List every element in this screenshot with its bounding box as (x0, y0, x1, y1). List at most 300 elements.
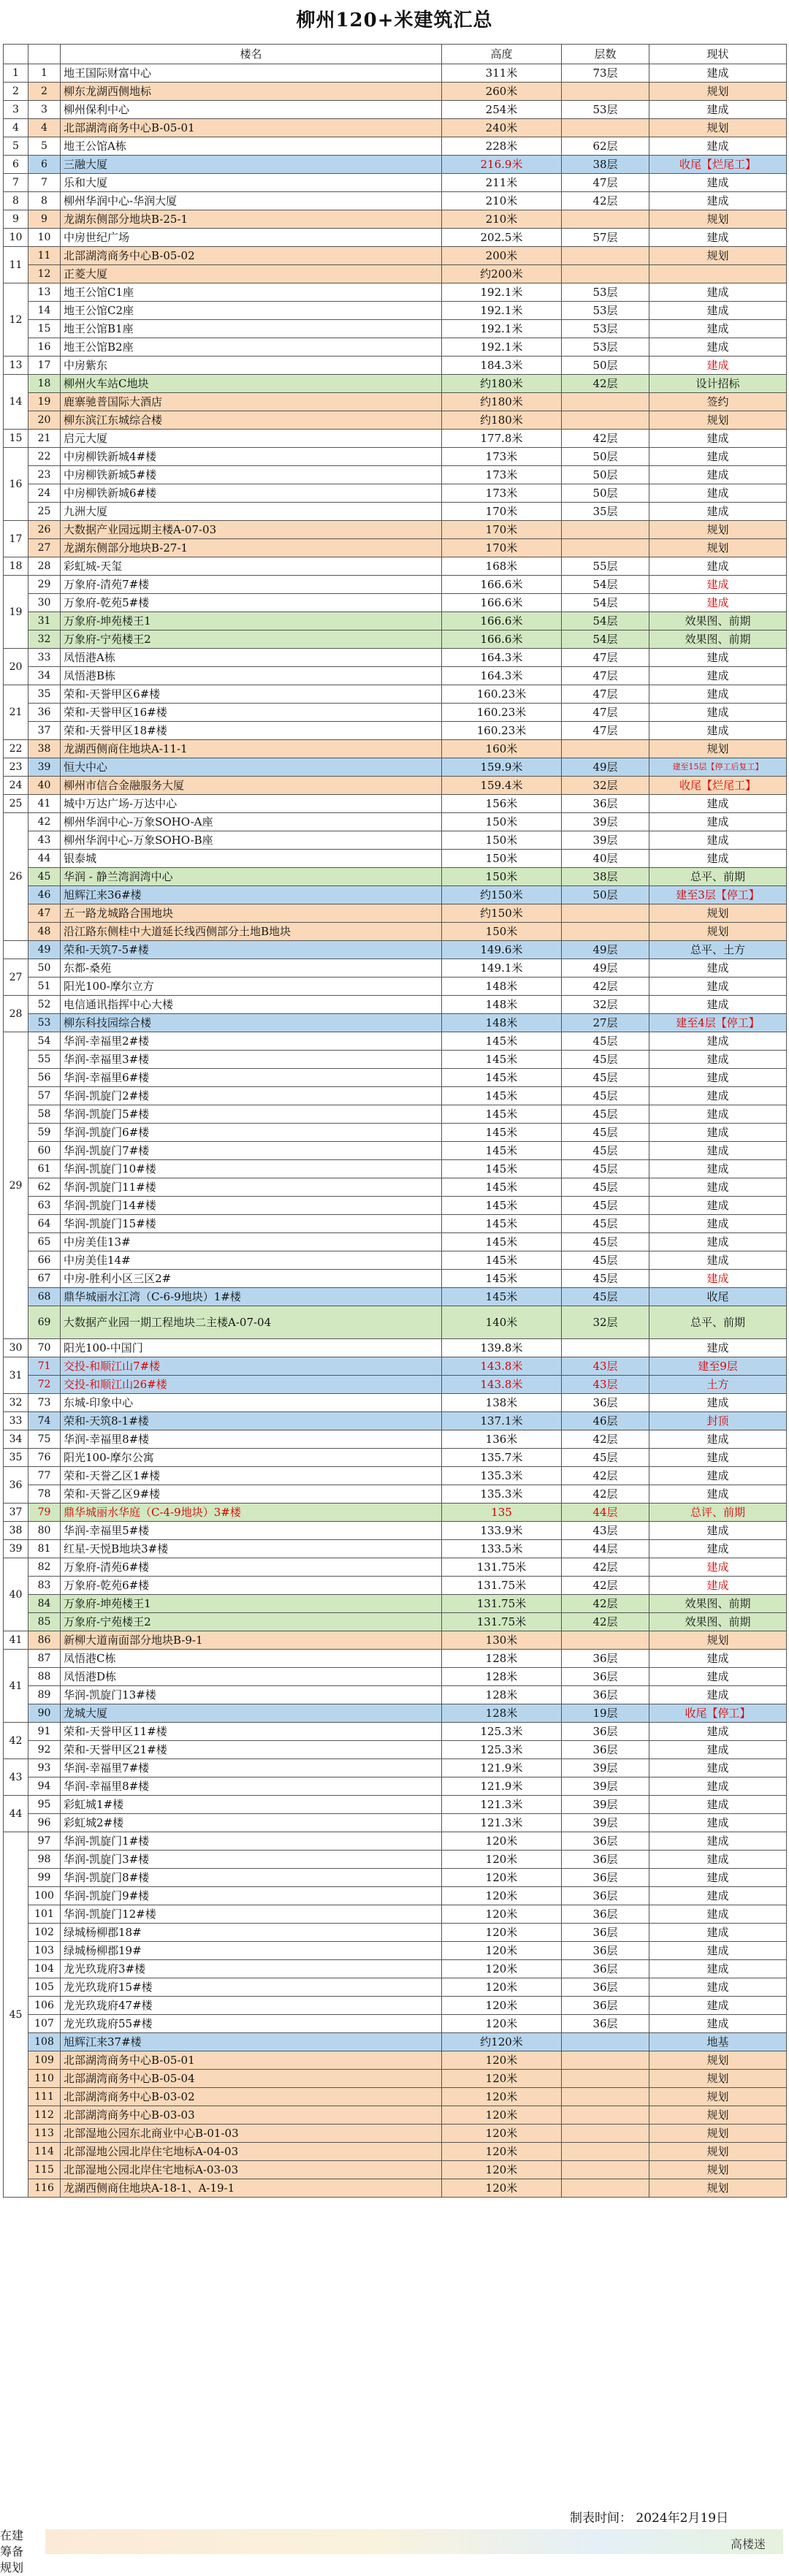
building-height: 121.9米 (442, 1759, 562, 1777)
building-name: 荣和-天誉甲区6#楼 (61, 685, 442, 704)
table-row (4, 1306, 787, 1339)
building-floors (562, 2033, 649, 2051)
building-status: 建成 (649, 1178, 787, 1197)
building-status: 建成 (649, 320, 787, 338)
building-status: 建成 (649, 557, 787, 576)
row-index: 62 (28, 1178, 61, 1197)
row-index: 10 (28, 229, 61, 247)
row-index: 90 (28, 1704, 61, 1723)
building-floors: 45层 (562, 1142, 649, 1160)
building-height: 192.1米 (442, 320, 562, 338)
building-status: 收尾【烂尾工】 (649, 156, 787, 174)
group-number: 7 (4, 174, 28, 192)
row-index: 46 (28, 886, 61, 904)
building-height: 135.3米 (442, 1467, 562, 1485)
row-index: 31 (28, 612, 61, 630)
row-index: 26 (28, 521, 61, 539)
building-height: 164.3米 (442, 649, 562, 667)
building-height: 131.75米 (442, 1577, 562, 1595)
row-index: 41 (28, 795, 61, 813)
table-row (4, 357, 787, 375)
building-floors: 45层 (562, 1032, 649, 1051)
group-number: 13 (4, 357, 28, 375)
building-floors: 36层 (562, 2015, 649, 2033)
building-status: 设计招标 (649, 375, 787, 393)
table-row (4, 1032, 787, 1051)
row-index: 56 (28, 1069, 61, 1087)
building-floors: 39层 (562, 813, 649, 831)
row-index: 114 (28, 2143, 61, 2161)
group-number: 42 (4, 1723, 28, 1759)
row-index: 12 (28, 265, 61, 283)
building-name: 东城-印象中心 (61, 1394, 442, 1412)
building-height: 128米 (442, 1668, 562, 1686)
building-height: 149.1米 (442, 959, 562, 978)
building-name: 柳东科技园综合楼 (61, 1014, 442, 1032)
table-row (4, 1942, 787, 1960)
building-status: 建成 (649, 1124, 787, 1142)
building-status: 建成 (649, 1430, 787, 1449)
table-row (4, 101, 787, 119)
row-index: 15 (28, 320, 61, 338)
table-row (4, 119, 787, 137)
building-status: 建成 (649, 1485, 787, 1504)
building-status: 建成 (649, 1087, 787, 1105)
building-status: 效果图、前期 (649, 612, 787, 630)
building-floors: 50层 (562, 886, 649, 904)
table-row (4, 978, 787, 996)
building-floors (562, 393, 649, 411)
building-height: 216.9米 (442, 156, 562, 174)
building-height: 173米 (442, 484, 562, 503)
building-height: 120米 (442, 1905, 562, 1924)
row-index: 93 (28, 1759, 61, 1777)
row-index: 85 (28, 1613, 61, 1631)
building-floors: 32层 (562, 777, 649, 795)
group-number: 18 (4, 557, 28, 576)
table-row (4, 229, 787, 247)
building-height: 168米 (442, 557, 562, 576)
row-index: 59 (28, 1124, 61, 1142)
row-index: 116 (28, 2179, 61, 2198)
header-status: 现状 (649, 45, 787, 64)
group-number: 41 (4, 1650, 28, 1723)
building-status: 建成 (649, 174, 787, 192)
table-row (4, 941, 787, 959)
group-number: 30 (4, 1339, 28, 1357)
building-name: 大数据产业园远期主楼A-07-03 (61, 521, 442, 539)
building-floors: 36层 (562, 1997, 649, 2015)
table-row (4, 2070, 787, 2088)
table-row (4, 375, 787, 393)
building-status: 建成 (649, 831, 787, 850)
building-status: 收尾 (649, 1288, 787, 1306)
building-floors: 36层 (562, 1668, 649, 1686)
legend-item: 规划 (0, 2561, 24, 2575)
table-row (4, 868, 787, 886)
building-height: 150米 (442, 831, 562, 850)
building-name: 地王国际财富中心 (61, 64, 442, 83)
building-name: 彩虹城2#楼 (61, 1814, 442, 1832)
building-floors: 50层 (562, 466, 649, 484)
table-row (4, 1430, 787, 1449)
building-name: 柳东龙湖西侧地标 (61, 83, 442, 101)
building-height: 145米 (442, 1160, 562, 1178)
table-row (4, 539, 787, 557)
building-height: 311米 (442, 64, 562, 83)
table-row (4, 1339, 787, 1357)
group-number: 5 (4, 137, 28, 156)
building-height: 192.1米 (442, 302, 562, 320)
building-name: 恒大中心 (61, 758, 442, 777)
building-height: 120米 (442, 2106, 562, 2125)
table-row (4, 1741, 787, 1759)
building-name: 彩虹城1#楼 (61, 1796, 442, 1814)
building-height: 120米 (442, 1887, 562, 1905)
building-name: 北部湖湾商务中心B-05-01 (61, 119, 442, 137)
row-index: 28 (28, 557, 61, 576)
building-height: 160米 (442, 740, 562, 758)
building-status: 建成 (649, 649, 787, 667)
table-row (4, 1160, 787, 1178)
table-row (4, 1288, 787, 1306)
building-status: 建成 (649, 1796, 787, 1814)
building-height: 240米 (442, 119, 562, 137)
building-height: 120米 (442, 1960, 562, 1978)
row-index: 55 (28, 1051, 61, 1069)
building-status: 建成 (649, 1905, 787, 1924)
building-floors: 45层 (562, 1215, 649, 1233)
building-status: 建成 (649, 1105, 787, 1124)
building-name: 北部湖湾商务中心B-03-03 (61, 2106, 442, 2125)
table-row (4, 557, 787, 576)
table-row (4, 320, 787, 338)
building-status: 规划 (649, 539, 787, 557)
row-index: 108 (28, 2033, 61, 2051)
building-name: 龙光玖珑府3#楼 (61, 1960, 442, 1978)
table-row (4, 704, 787, 722)
row-index: 33 (28, 649, 61, 667)
table-row (4, 777, 787, 795)
building-status: 规划 (649, 923, 787, 941)
building-status: 建成 (649, 1832, 787, 1851)
building-name: 华润-凯旋门5#楼 (61, 1105, 442, 1124)
table-row (4, 192, 787, 210)
group-number: 33 (4, 1412, 28, 1430)
building-status: 建成 (649, 229, 787, 247)
building-height: 135.7米 (442, 1449, 562, 1467)
building-name: 荣和-天筑7-5#楼 (61, 941, 442, 959)
row-index: 11 (28, 247, 61, 265)
group-number: 24 (4, 777, 28, 795)
building-status: 总平、前期 (649, 868, 787, 886)
table-row (4, 1869, 787, 1887)
building-height: 145米 (442, 1251, 562, 1270)
header-index (28, 45, 61, 64)
row-index: 113 (28, 2125, 61, 2143)
table-row (4, 2125, 787, 2143)
building-floors: 36层 (562, 1869, 649, 1887)
building-floors (562, 265, 649, 283)
building-name: 绿城杨柳郡19# (61, 1942, 442, 1960)
row-index: 51 (28, 978, 61, 996)
building-status: 规划 (649, 411, 787, 430)
building-floors (562, 2070, 649, 2088)
table-row (4, 302, 787, 320)
building-status: 建成 (649, 1051, 787, 1069)
building-status: 建成 (649, 192, 787, 210)
building-status: 规划 (649, 2088, 787, 2106)
building-floors (562, 2106, 649, 2125)
building-height: 128米 (442, 1704, 562, 1723)
table-row (4, 83, 787, 101)
group-number: 1 (4, 64, 28, 83)
table-row (4, 1412, 787, 1430)
building-name: 凤悟港A栋 (61, 649, 442, 667)
building-status: 建成 (649, 1686, 787, 1704)
group-number: 34 (4, 1430, 28, 1449)
building-name: 华润-凯旋门1#楼 (61, 1832, 442, 1851)
table-row (4, 466, 787, 484)
building-status: 建成 (649, 448, 787, 466)
row-index: 97 (28, 1832, 61, 1851)
building-height: 145米 (442, 1215, 562, 1233)
building-status: 建成 (649, 101, 787, 119)
row-index: 105 (28, 1978, 61, 1997)
building-name: 华润-凯旋门7#楼 (61, 1142, 442, 1160)
table-row (4, 1704, 787, 1723)
building-status: 建成 (649, 1142, 787, 1160)
row-index: 65 (28, 1233, 61, 1251)
group-number: 17 (4, 521, 28, 557)
building-name: 旭辉江来36#楼 (61, 886, 442, 904)
page-title: 柳州120+米建筑汇总 (296, 9, 493, 31)
building-status: 规划 (649, 740, 787, 758)
building-height: 156米 (442, 795, 562, 813)
building-name: 中房美佳14# (61, 1251, 442, 1270)
table-row (4, 923, 787, 941)
building-name: 万象府-清苑7#楼 (61, 576, 442, 594)
group-number: 38 (4, 1522, 28, 1540)
table-row (4, 850, 787, 868)
table-row (4, 2161, 787, 2179)
row-index: 47 (28, 904, 61, 923)
table-row (4, 1233, 787, 1251)
building-floors: 47层 (562, 704, 649, 722)
table-header (4, 45, 787, 64)
building-height: 135 (442, 1504, 562, 1522)
table-row (4, 1924, 787, 1942)
building-height: 170米 (442, 521, 562, 539)
building-name: 柳州华润中心-华润大厦 (61, 192, 442, 210)
building-floors: 36层 (562, 1960, 649, 1978)
row-index: 43 (28, 831, 61, 850)
table-row (4, 1485, 787, 1504)
building-floors: 45层 (562, 1051, 649, 1069)
row-index: 19 (28, 393, 61, 411)
building-status: 建成 (649, 1997, 787, 2015)
table-row (4, 210, 787, 229)
group-number: 26 (4, 813, 28, 941)
building-status: 建成 (649, 667, 787, 685)
building-status (649, 265, 787, 283)
building-name: 龙光玖珑府47#楼 (61, 1997, 442, 2015)
table-row (4, 521, 787, 539)
row-index: 50 (28, 959, 61, 978)
building-floors: 57层 (562, 229, 649, 247)
group-number: 28 (4, 996, 28, 1032)
row-index: 103 (28, 1942, 61, 1960)
building-floors: 50层 (562, 357, 649, 375)
table-row (4, 1668, 787, 1686)
group-number: 32 (4, 1394, 28, 1412)
table-row (4, 484, 787, 503)
building-status: 规划 (649, 1631, 787, 1650)
table-row (4, 758, 787, 777)
row-index: 77 (28, 1467, 61, 1485)
building-floors: 42层 (562, 1577, 649, 1595)
row-index: 95 (28, 1796, 61, 1814)
building-name: 柳州保利中心 (61, 101, 442, 119)
row-index: 73 (28, 1394, 61, 1412)
building-floors: 35层 (562, 503, 649, 521)
row-index: 96 (28, 1814, 61, 1832)
building-name: 大数据产业园一期工程地块二主楼A-07-04 (61, 1306, 442, 1339)
building-floors: 47层 (562, 174, 649, 192)
building-status: 建成 (649, 466, 787, 484)
building-floors: 36层 (562, 1741, 649, 1759)
row-index: 44 (28, 850, 61, 868)
table-row (4, 886, 787, 904)
header-height: 高度 (442, 45, 562, 64)
building-status: 建成 (649, 430, 787, 448)
building-status: 规划 (649, 521, 787, 539)
building-name: 乐和大厦 (61, 174, 442, 192)
table-row (4, 1087, 787, 1105)
row-index: 54 (28, 1032, 61, 1051)
group-number: 4 (4, 119, 28, 137)
table-row (4, 722, 787, 740)
building-floors (562, 539, 649, 557)
row-index: 53 (28, 1014, 61, 1032)
building-name: 龙湖东侧部分地块B-25-1 (61, 210, 442, 229)
building-floors: 54层 (562, 594, 649, 612)
building-name: 银泰城 (61, 850, 442, 868)
group-number: 20 (4, 649, 28, 685)
building-name: 柳州华润中心-万象SOHO-B座 (61, 831, 442, 850)
building-floors: 36层 (562, 1723, 649, 1741)
row-index: 42 (28, 813, 61, 831)
building-height: 约120米 (442, 2033, 562, 2051)
building-status: 建成 (649, 1887, 787, 1905)
building-height: 143.8米 (442, 1357, 562, 1376)
building-status: 建成 (649, 813, 787, 831)
group-number: 11 (4, 247, 28, 283)
building-floors: 36层 (562, 1924, 649, 1942)
building-table (3, 44, 787, 2198)
building-name: 凤悟港D栋 (61, 1668, 442, 1686)
building-floors: 73层 (562, 64, 649, 83)
row-index: 115 (28, 2161, 61, 2179)
building-height: 128米 (442, 1650, 562, 1668)
group-number: 36 (4, 1467, 28, 1504)
row-index: 74 (28, 1412, 61, 1430)
building-name: 荣和-天誉乙区9#楼 (61, 1485, 442, 1504)
building-name: 柳州火车站C地块 (61, 375, 442, 393)
building-floors: 45层 (562, 1197, 649, 1215)
group-number: 40 (4, 1558, 28, 1631)
row-index: 91 (28, 1723, 61, 1741)
row-index: 72 (28, 1376, 61, 1394)
building-name: 华润-凯旋门3#楼 (61, 1851, 442, 1869)
building-floors: 47层 (562, 667, 649, 685)
building-height: 145米 (442, 1105, 562, 1124)
table-row (4, 174, 787, 192)
building-name: 龙光玖珑府15#楼 (61, 1978, 442, 1997)
row-index: 99 (28, 1869, 61, 1887)
group-number: 23 (4, 758, 28, 777)
building-floors (562, 904, 649, 923)
row-index: 9 (28, 210, 61, 229)
row-index: 18 (28, 375, 61, 393)
building-status: 规划 (649, 2106, 787, 2125)
building-floors: 42层 (562, 1595, 649, 1613)
table-row (4, 1178, 787, 1197)
building-floors: 53层 (562, 338, 649, 357)
building-name: 正菱大厦 (61, 265, 442, 283)
building-height: 138米 (442, 1394, 562, 1412)
table-row (4, 1887, 787, 1905)
building-height: 254米 (442, 101, 562, 119)
group-number: 9 (4, 210, 28, 229)
building-name: 鼎华城丽水华庭（C-4-9地块）3#楼 (61, 1504, 442, 1522)
building-status: 建成 (649, 1741, 787, 1759)
building-name: 万象府-乾苑5#楼 (61, 594, 442, 612)
header-name: 楼名 (61, 45, 442, 64)
building-height: 145米 (442, 1197, 562, 1215)
building-height: 120米 (442, 2051, 562, 2070)
building-floors: 53层 (562, 320, 649, 338)
table-row (4, 1905, 787, 1924)
table-row (4, 1467, 787, 1485)
building-status: 建成 (649, 978, 787, 996)
building-floors: 54层 (562, 630, 649, 649)
building-height: 120米 (442, 2070, 562, 2088)
building-height: 177.8米 (442, 430, 562, 448)
group-number: 25 (4, 795, 28, 813)
building-status: 建成 (649, 685, 787, 704)
table-row (4, 1357, 787, 1376)
row-index: 87 (28, 1650, 61, 1668)
building-status: 建成 (649, 1668, 787, 1686)
building-name: 华润-凯旋门11#楼 (61, 1178, 442, 1197)
building-name: 龙湖西侧商住地块A-11-1 (61, 740, 442, 758)
row-index: 70 (28, 1339, 61, 1357)
building-status: 建成 (649, 1160, 787, 1178)
building-status: 建成 (649, 704, 787, 722)
building-status: 建成 (649, 1197, 787, 1215)
building-name: 东都-桑苑 (61, 959, 442, 978)
building-height: 120米 (442, 2125, 562, 2143)
building-floors: 39层 (562, 1796, 649, 1814)
building-height: 202.5米 (442, 229, 562, 247)
building-height: 143.8米 (442, 1376, 562, 1394)
building-floors: 47层 (562, 722, 649, 740)
table-row (4, 904, 787, 923)
building-status: 建成 (649, 1814, 787, 1832)
building-name: 北部湖湾商务中心B-05-04 (61, 2070, 442, 2088)
building-height: 135.3米 (442, 1485, 562, 1504)
